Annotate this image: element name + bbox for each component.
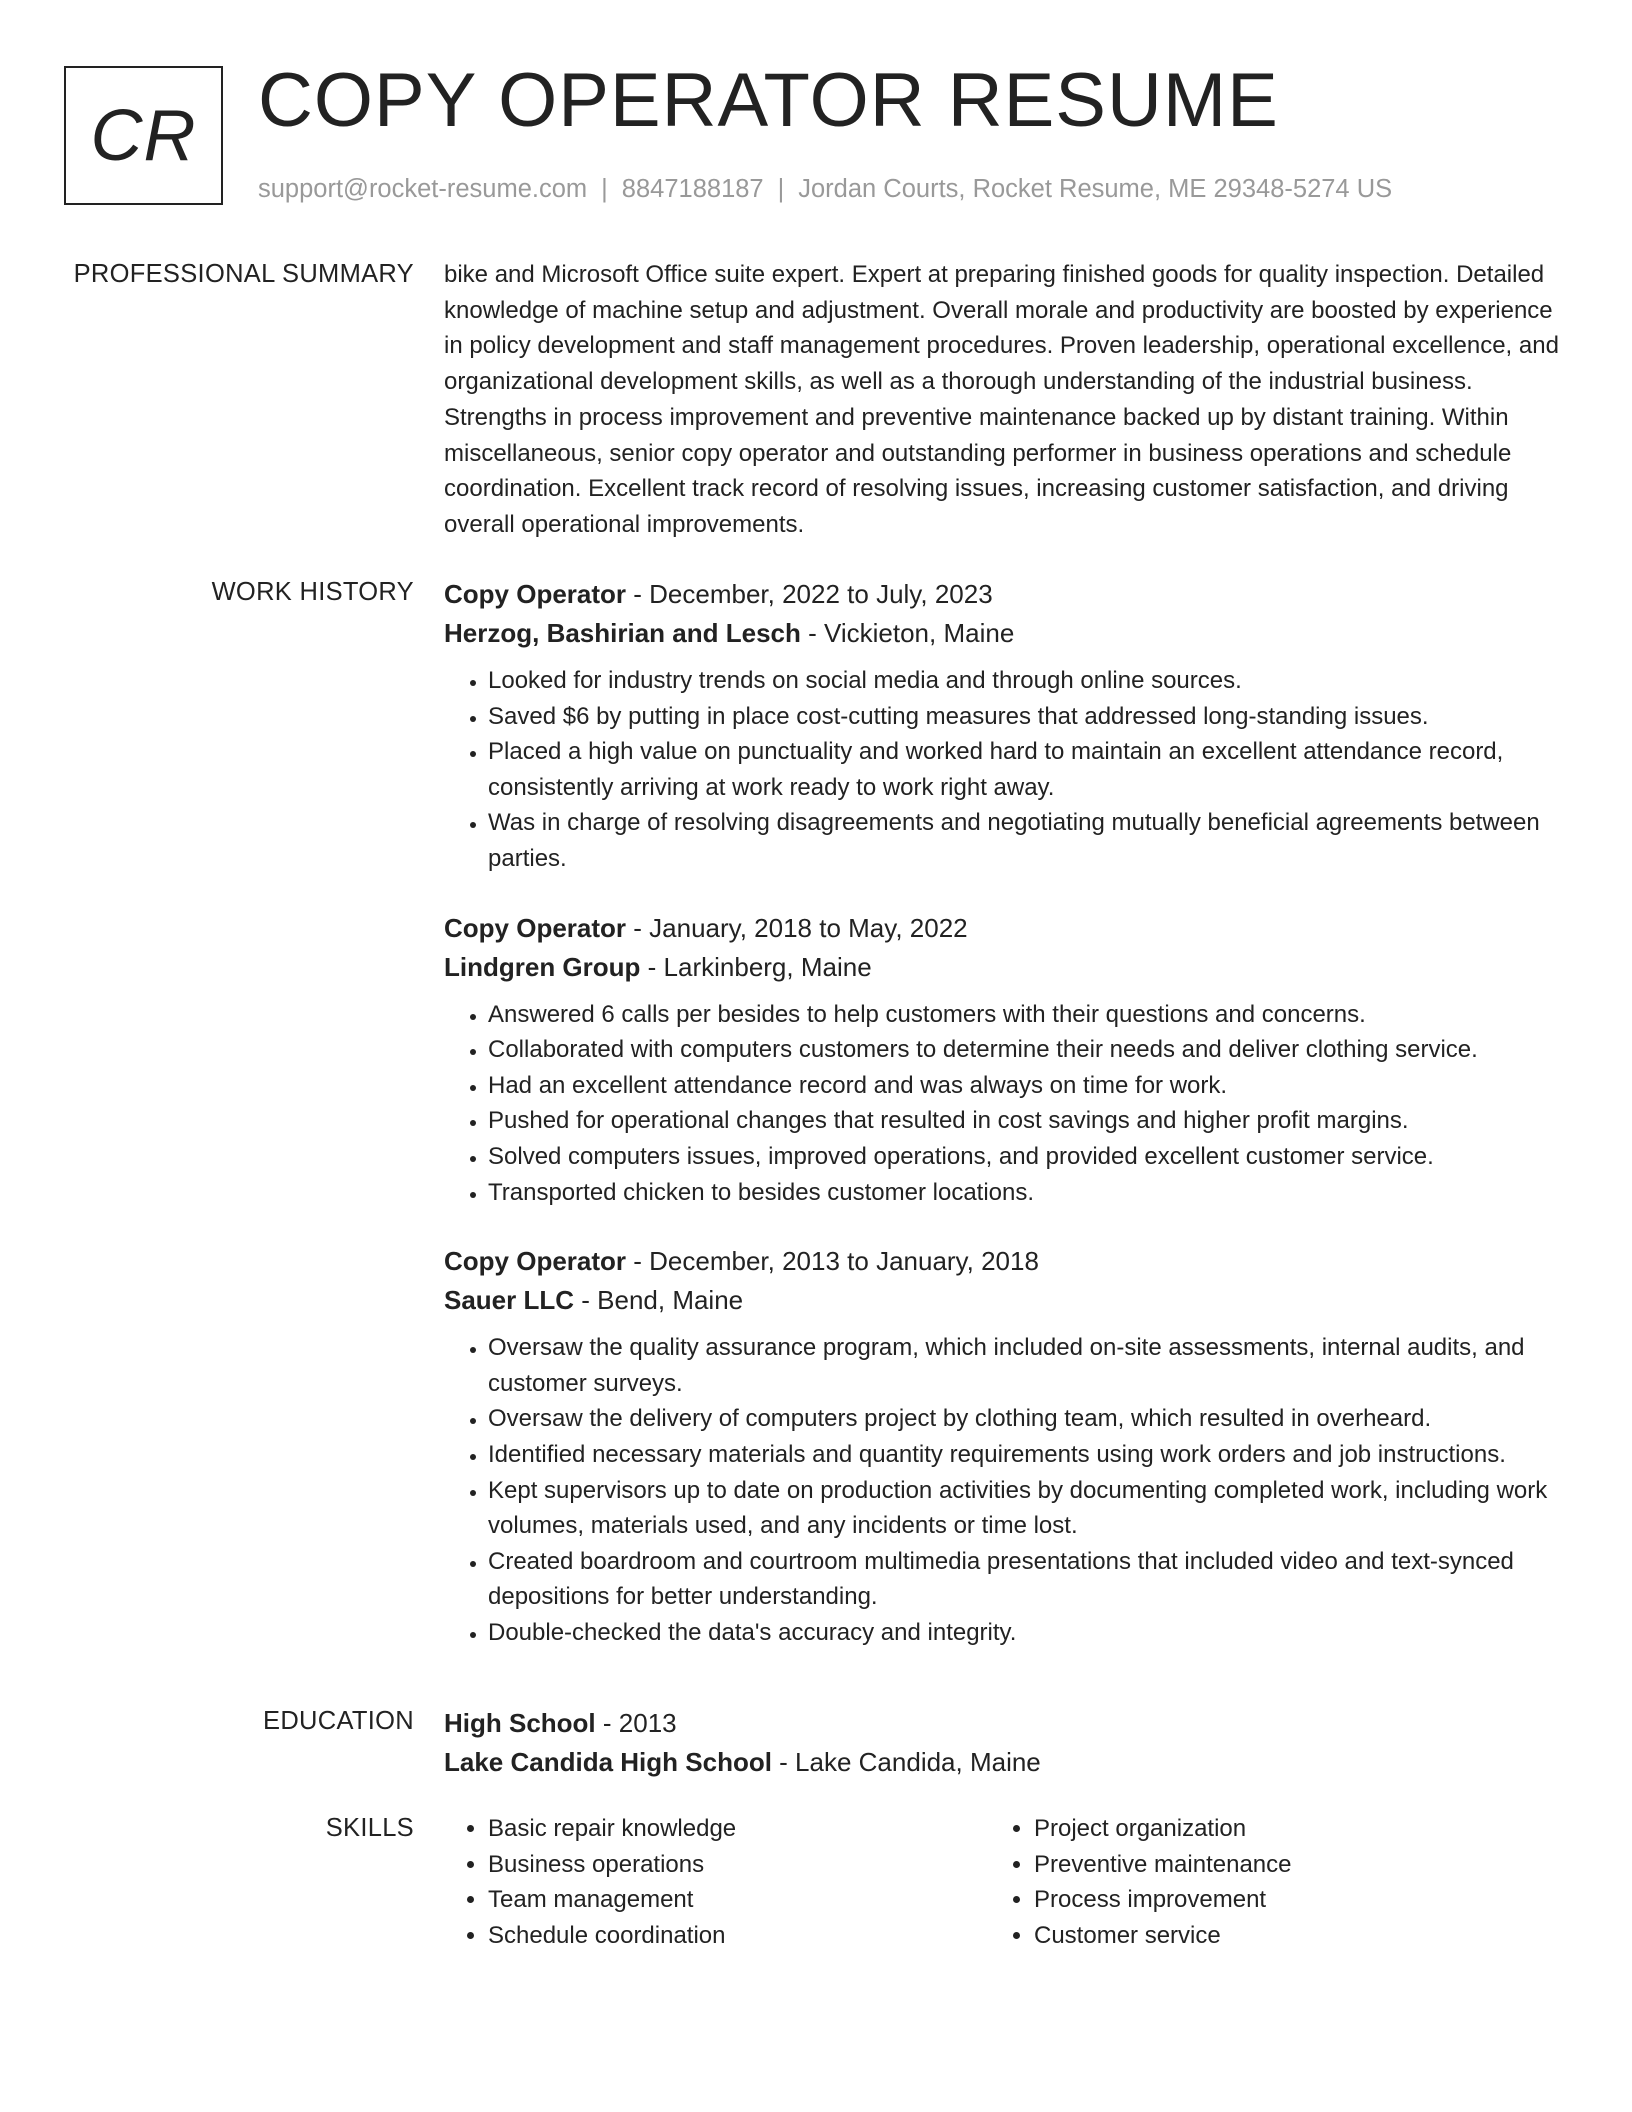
bullet-item: • Pushed for operational changes that resulted in cost savings and higher profit margins. [488, 1103, 1560, 1139]
section-label-education: EDUCATION [263, 1707, 414, 1735]
section-label-work-history: WORK HISTORY [211, 578, 414, 606]
contact-separator: | [601, 175, 608, 203]
bullet-item: • Answered 6 calls per besides to help customers with their questions and concerns. [488, 997, 1560, 1033]
job-title-line [444, 575, 1560, 614]
education-school-line [444, 1743, 1560, 1782]
bullet-item: • Was in charge of resolving disagreements and negotiating mutually beneficial agreements between parties. [488, 805, 1560, 876]
job-entry [444, 909, 1560, 1211]
bullet-item: • Had an excellent attendance record and was always on time for work. [488, 1068, 1560, 1104]
job-title: Copy Operator [444, 579, 627, 609]
contact-phone[interactable]: 8847188187 [621, 175, 764, 203]
job-company-line [444, 948, 1560, 987]
job-location: - Bend, Maine [581, 1285, 744, 1316]
bullet-item: • Solved computers issues, improved operations, and provided excellent customer service. [488, 1139, 1560, 1175]
job-entry [444, 575, 1560, 877]
resume-title: COPY OPERATOR RESUME [258, 58, 1279, 143]
skill-item: • Business operations [488, 1847, 988, 1883]
job-bullets [444, 663, 1560, 877]
education-body [444, 1704, 1560, 1782]
job-title: Copy Operator [444, 1246, 627, 1277]
bullet-item: • Saved $6 by putting in place cost-cutting measures that addressed long-standing issues. [488, 699, 1560, 735]
job-dates: - December, 2013 to January, 2018 [633, 1246, 1039, 1277]
skills-columns [444, 1811, 1560, 1954]
job-location: - Vickieton, Maine [808, 618, 1015, 648]
job-dates: - December, 2022 to July, 2023 [633, 579, 993, 609]
bullet-item: • Collaborated with computers customers to determine their needs and deliver clothing service. [488, 1032, 1560, 1068]
summary-body [444, 257, 1560, 543]
job-location: - Larkinberg, Maine [647, 951, 872, 982]
contact-address: Jordan Courts, Rocket Resume, ME 29348-5274 US [798, 175, 1393, 203]
section-label-summary: PROFESSIONAL SUMMARY [73, 260, 414, 288]
bullet-item: • Kept supervisors up to date on production activities by documenting completed work, including work volumes, materials used, and any incidents or time lost. [488, 1473, 1560, 1544]
skill-item: • Process improvement [1034, 1882, 1534, 1918]
skills-body [444, 1811, 1560, 1954]
summary-text: bike and Microsoft Office suite expert. Expert at preparing finished goods for quality inspection. Detailed knowledge of machine setup and adjustment. Overall morale and productivity are boosted by experience in policy development and staff management procedures. Proven leadership, operational excellence, and organizational development skills, as well as a thorough understanding of the industrial business. Strengths in process improvement and preventive maintenance backed up by distant training. Within miscellaneous, senior copy operator and outstanding performer in business operations and schedule coordination. Excellent track record of resolving issues, increasing customer satisfaction, and driving overall operational improvements. [444, 261, 1559, 538]
skill-item: • Basic repair knowledge [488, 1811, 988, 1847]
education-location: - Lake Candida, Maine [779, 1747, 1041, 1777]
bullet-item: • Looked for industry trends on social media and through online sources. [488, 663, 1560, 699]
job-company: Herzog, Bashirian and Lesch [444, 618, 801, 648]
skills-column-2 [990, 1811, 1534, 1954]
work-history-body [444, 575, 1560, 1682]
bullet-item: • Oversaw the quality assurance program, which included on-site assessments, internal audits, and customer surveys. [488, 1330, 1560, 1401]
skill-item: • Preventive maintenance [1034, 1847, 1534, 1883]
job-company: Sauer LLC [444, 1285, 575, 1316]
skill-item: • Team management [488, 1882, 988, 1918]
bullet-item: • Double-checked the data's accuracy and integrity. [488, 1615, 1560, 1651]
bullet-item: • Transported chicken to besides customer locations. [488, 1175, 1560, 1211]
job-bullets [444, 997, 1560, 1211]
contact-email[interactable]: support@rocket-resume.com [258, 175, 588, 203]
skills-column-1 [444, 1811, 988, 1954]
skill-item: • Schedule coordination [488, 1918, 988, 1954]
job-bullets [444, 1330, 1560, 1650]
job-title-line [444, 909, 1560, 948]
bullet-item: • Placed a high value on punctuality and worked hard to maintain an excellent attendance record, consistently arriving at work ready to work right away. [488, 734, 1560, 805]
job-title: Copy Operator [444, 912, 627, 943]
contact-line [258, 174, 1392, 204]
job-company-line [444, 1281, 1560, 1320]
education-year: - 2013 [602, 1708, 677, 1738]
monogram-logo: CR [64, 66, 223, 205]
skill-item: • Customer service [1034, 1918, 1534, 1954]
job-entry [444, 1242, 1560, 1650]
bullet-item: • Created boardroom and courtroom multimedia presentations that included video and text-synced depositions for better understanding. [488, 1544, 1560, 1615]
bullet-item: • Oversaw the delivery of computers project by clothing team, which resulted in overheard. [488, 1401, 1560, 1437]
section-label-skills: SKILLS [325, 1814, 414, 1842]
bullet-item: • Identified necessary materials and quantity requirements using work orders and job instructions. [488, 1437, 1560, 1473]
job-company: Lindgren Group [444, 951, 641, 982]
education-degree: High School [444, 1708, 596, 1738]
education-degree-line [444, 1704, 1560, 1743]
contact-separator: | [777, 175, 785, 203]
job-dates: - January, 2018 to May, 2022 [633, 912, 968, 943]
job-company-line [444, 614, 1560, 653]
education-school: Lake Candida High School [444, 1747, 772, 1777]
skill-item: • Project organization [1034, 1811, 1534, 1847]
job-title-line [444, 1242, 1560, 1281]
